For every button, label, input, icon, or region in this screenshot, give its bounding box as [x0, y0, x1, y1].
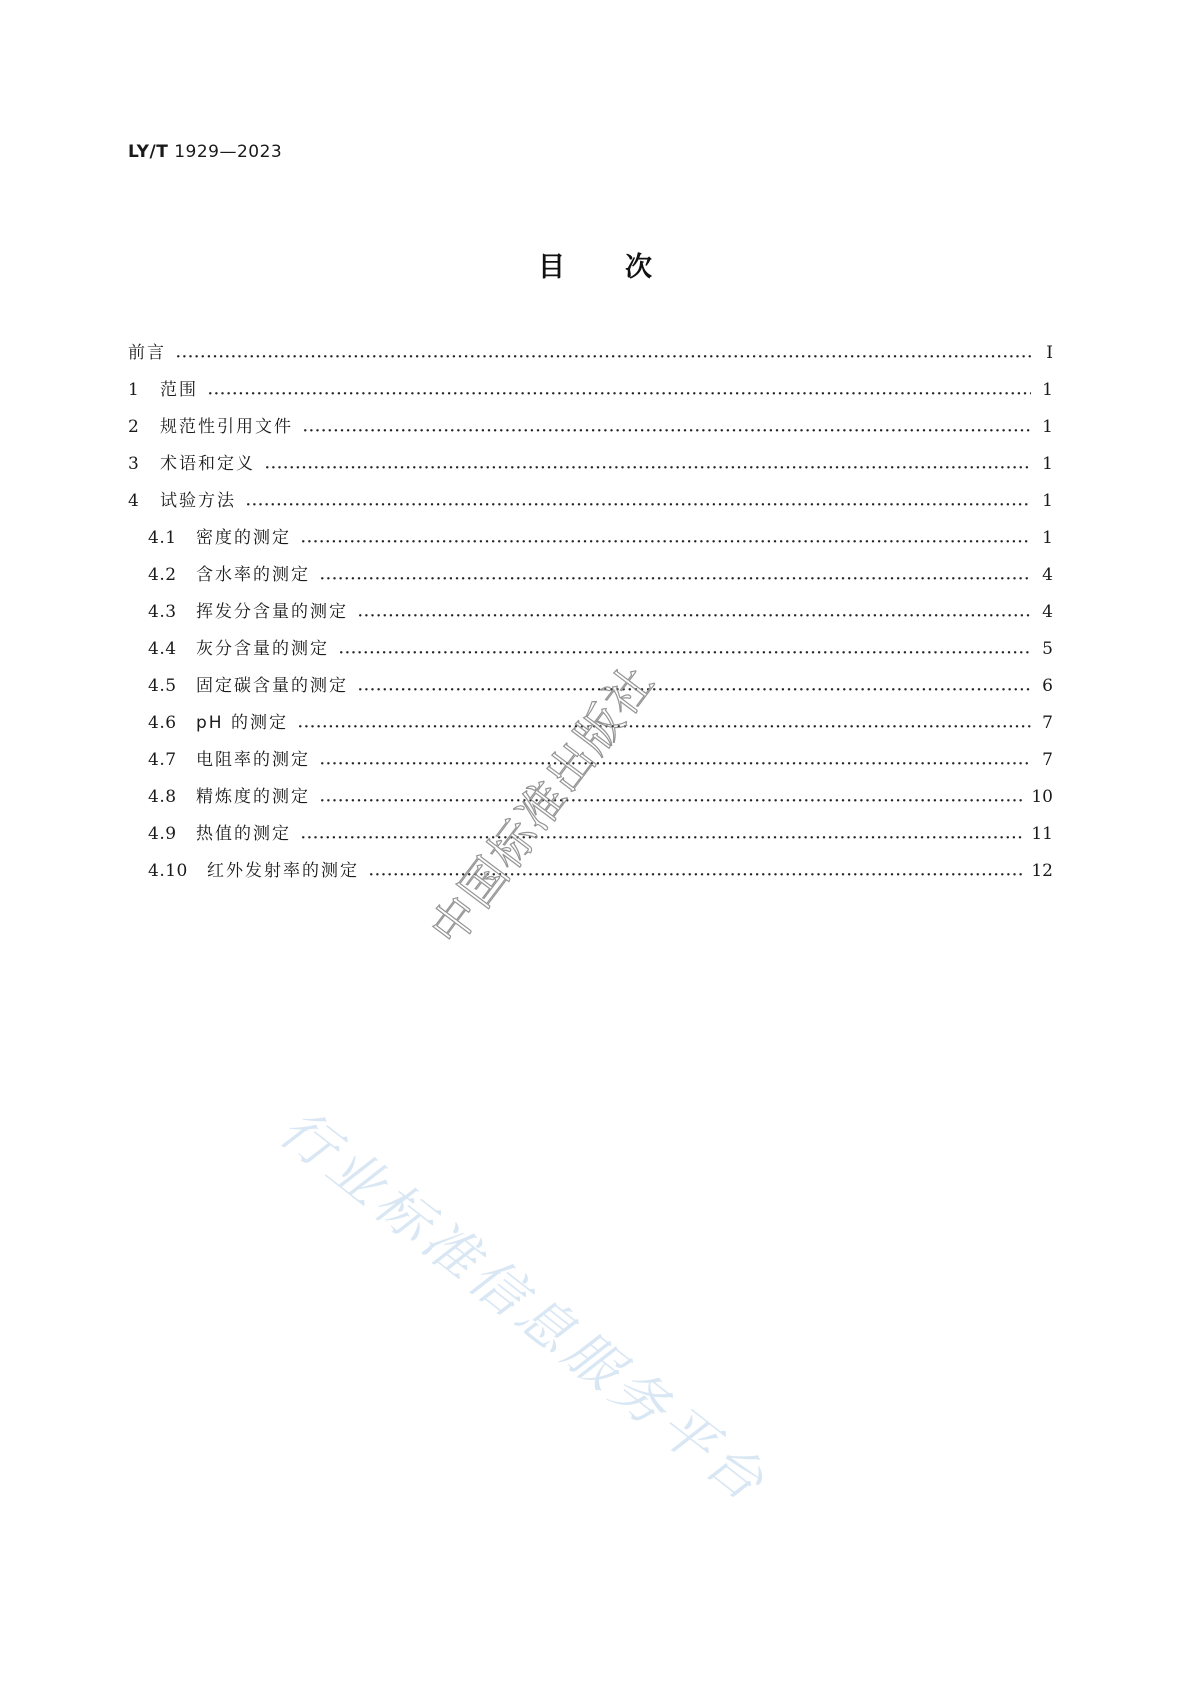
- toc-leader-dots: [320, 758, 1031, 775]
- toc-entry-moisture[interactable]: [128, 560, 1053, 597]
- table-of-contents: [128, 338, 1053, 893]
- toc-entry-page: 1: [1042, 417, 1053, 437]
- toc-entry-label: 试验方法: [160, 491, 236, 511]
- toc-entry-refining-degree[interactable]: [128, 782, 1053, 819]
- toc-entry-label: 灰分含量的测定: [196, 639, 329, 659]
- toc-entry-calorific-value[interactable]: [128, 819, 1053, 856]
- toc-leader-dots: [176, 351, 1031, 368]
- toc-entry-number: 4.8: [148, 787, 177, 807]
- toc-entry-page: 11: [1031, 824, 1053, 844]
- toc-entry-number: 2: [128, 417, 140, 437]
- toc-entry-page: 1: [1042, 380, 1053, 400]
- toc-entry-label: 挥发分含量的测定: [196, 602, 348, 622]
- toc-entry-test-methods[interactable]: [128, 486, 1053, 523]
- toc-entry-page: 7: [1042, 713, 1053, 733]
- toc-entry-label: 精炼度的测定: [196, 787, 310, 807]
- toc-entry-number: 3: [128, 454, 140, 474]
- toc-leader-dots: [339, 647, 1031, 664]
- toc-entry-label: 范围: [160, 380, 198, 400]
- toc-entry-normative-references[interactable]: [128, 412, 1053, 449]
- toc-entry-page: 4: [1042, 565, 1053, 585]
- toc-entry-infrared-emissivity[interactable]: [128, 856, 1053, 893]
- toc-entry-number: 4.7: [148, 750, 177, 770]
- toc-entry-label: 红外发射率的测定: [207, 861, 359, 881]
- toc-entry-foreword[interactable]: [128, 338, 1053, 375]
- toc-entry-number: 4.10: [148, 861, 188, 881]
- toc-entry-volatile[interactable]: [128, 597, 1053, 634]
- toc-leader-dots: [358, 684, 1031, 701]
- toc-entry-density[interactable]: [128, 523, 1053, 560]
- toc-entry-label: 规范性引用文件: [160, 417, 293, 437]
- toc-entry-page: 1: [1042, 528, 1053, 548]
- toc-leader-dots: [208, 388, 1031, 405]
- toc-entry-label: 含水率的测定: [196, 565, 310, 585]
- toc-entry-page: 4: [1042, 602, 1053, 622]
- toc-entry-label: 前言: [128, 343, 166, 363]
- toc-entry-label: 术语和定义: [160, 454, 255, 474]
- standard-code: [128, 142, 282, 162]
- toc-entry-label: 电阻率的测定: [196, 750, 310, 770]
- toc-entry-number: 4.9: [148, 824, 177, 844]
- toc-entry-label: 密度的测定: [196, 528, 291, 548]
- toc-entry-page: Ⅰ: [1046, 343, 1053, 363]
- toc-entry-resistivity[interactable]: [128, 745, 1053, 782]
- toc-leader-dots: [298, 721, 1031, 738]
- toc-entry-page: 5: [1042, 639, 1053, 659]
- toc-entry-page: 10: [1031, 787, 1053, 807]
- toc-leader-dots: [320, 573, 1031, 590]
- toc-entry-label: 固定碳含量的测定: [196, 676, 348, 696]
- toc-entry-number: 1: [128, 380, 140, 400]
- standard-code-number: 1929—2023: [174, 142, 283, 162]
- toc-entry-label: pH 的测定: [196, 713, 288, 733]
- toc-leader-dots: [301, 832, 1023, 849]
- toc-leader-dots: [320, 795, 1023, 812]
- toc-entry-page: 7: [1042, 750, 1053, 770]
- toc-leader-dots: [246, 499, 1031, 516]
- toc-leader-dots: [358, 610, 1031, 627]
- toc-entry-ph[interactable]: [128, 708, 1053, 745]
- toc-entry-number: 4.3: [148, 602, 177, 622]
- toc-entry-number: 4.2: [148, 565, 177, 585]
- toc-entry-fixed-carbon[interactable]: [128, 671, 1053, 708]
- toc-leader-dots: [369, 869, 1023, 886]
- toc-leader-dots: [265, 462, 1031, 479]
- toc-leader-dots: [303, 425, 1031, 442]
- toc-entry-page: 1: [1042, 454, 1053, 474]
- toc-entry-label: 热值的测定: [196, 824, 291, 844]
- toc-entry-number: 4.4: [148, 639, 177, 659]
- toc-entry-page: 12: [1031, 861, 1053, 881]
- toc-entry-number: 4.5: [148, 676, 177, 696]
- toc-entry-terms-definitions[interactable]: [128, 449, 1053, 486]
- toc-entry-number: 4.1: [148, 528, 177, 548]
- standard-code-prefix: LY/T: [128, 142, 169, 162]
- publisher-watermark: 中国标准出版社: [419, 654, 666, 956]
- toc-leader-dots: [301, 536, 1031, 553]
- toc-entry-ash[interactable]: [128, 634, 1053, 671]
- toc-entry-page: 1: [1042, 491, 1053, 511]
- platform-watermark: 行业标准信息服务平台: [268, 1096, 780, 1516]
- toc-entry-number: 4: [128, 491, 140, 511]
- toc-entry-page: 6: [1042, 676, 1053, 696]
- toc-title: 目次: [538, 252, 712, 283]
- toc-entry-scope[interactable]: [128, 375, 1053, 412]
- toc-entry-number: 4.6: [148, 713, 177, 733]
